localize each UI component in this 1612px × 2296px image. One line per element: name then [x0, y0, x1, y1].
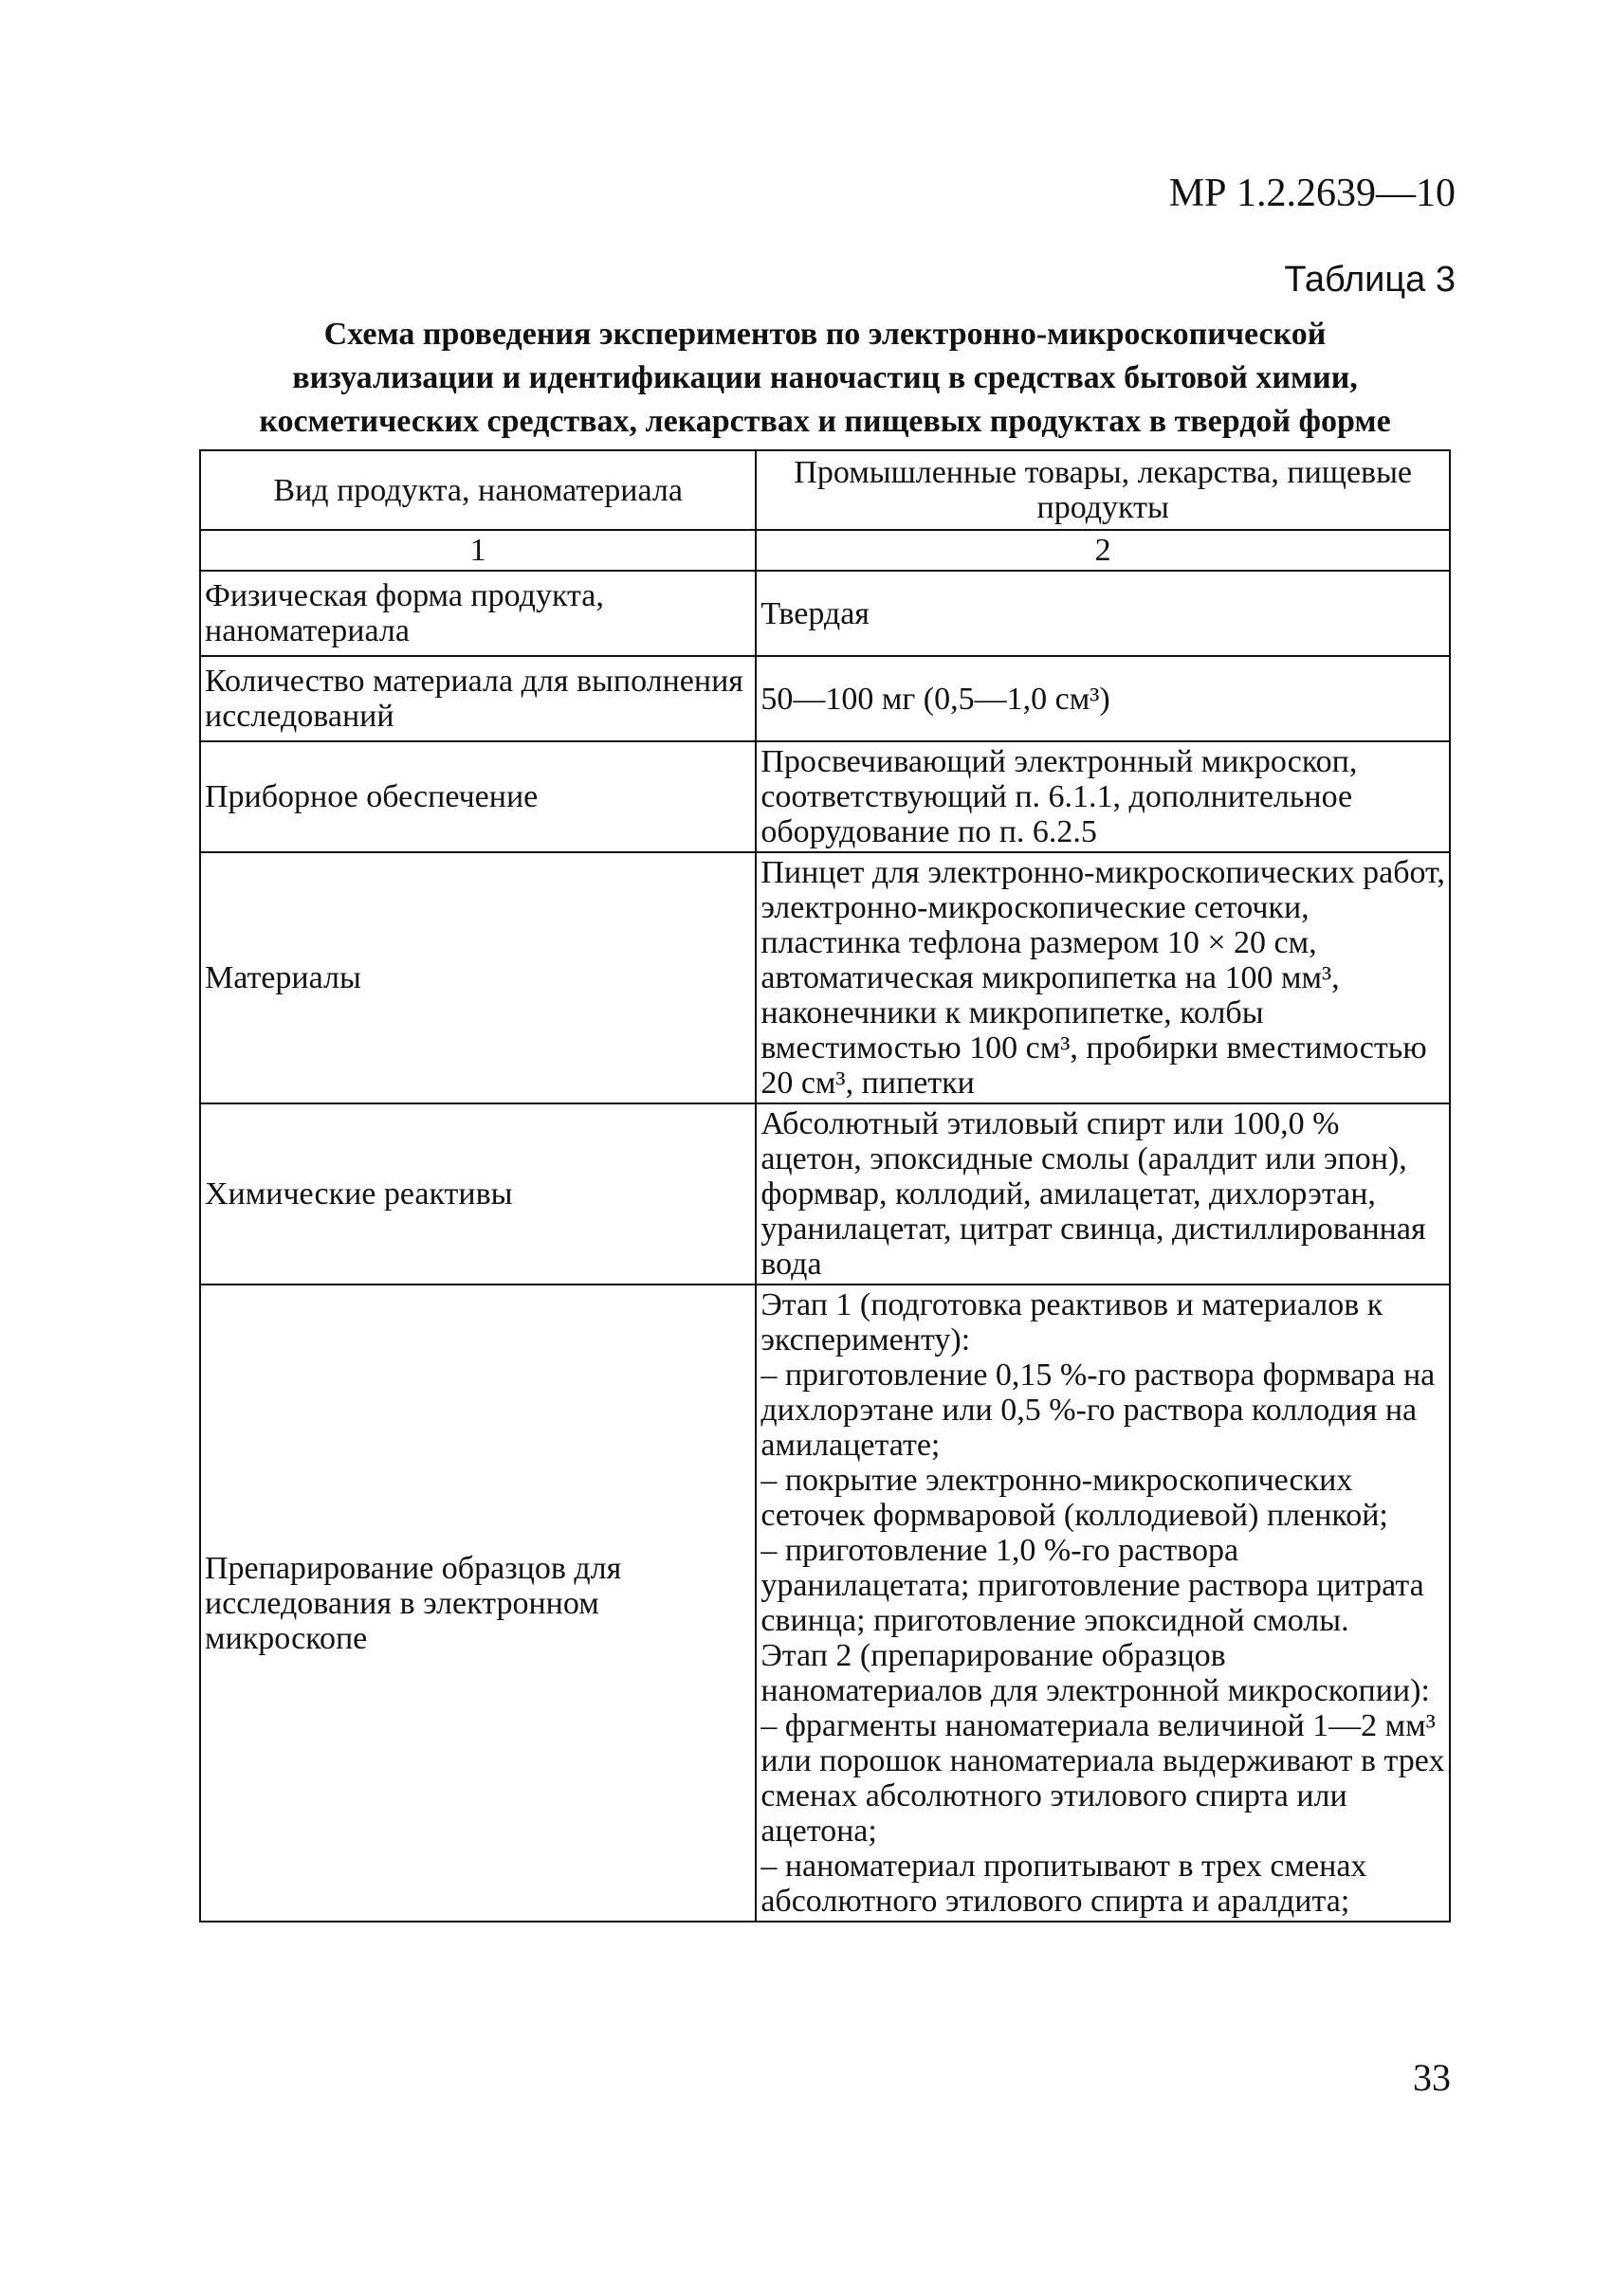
row-value-line: Абсолютный этиловый спирт или 100,0 % ацетон, эпоксидные смолы (аралдит или эпон), формвар, коллодий, амилацетат, дихлорэтан, уранилацетат, цитрат свинца, дистиллированная вода — [760, 1106, 1426, 1282]
column-number: 2 — [756, 530, 1450, 571]
row-value-line: Пинцет для электронно-микроскопических работ, электронно-микроскопические сеточки, пластинка тефлона размером 10 × 20 см, автоматическая микропипетка на 100 мм³, наконечники к микропипетке, колбы вместимостью 100 см³, пробирки вместимостью 20 см³, пипетки — [760, 855, 1445, 1101]
row-label: Физическая форма продукта, наноматериала — [200, 571, 756, 656]
row-value-line: – покрытие электронно-микроскопических сеточек формваровой (коллодиевой) пленкой; — [760, 1463, 1388, 1533]
row-label: Химические реактивы — [200, 1103, 756, 1285]
table-header-row — [200, 450, 1450, 530]
table-title-line: Схема проведения экспериментов по электронно-микроскопической — [323, 317, 1327, 352]
column-header: Промышленные товары, лекарства, пищевые продукты — [756, 450, 1450, 530]
table-row — [200, 852, 1450, 1103]
row-value — [756, 1103, 1450, 1285]
table-row — [200, 656, 1450, 741]
column-number: 1 — [200, 530, 756, 571]
row-value-line: – наноматериал пропитывают в трех сменах абсолютного этилового спирта и аралдита; — [760, 1849, 1367, 1919]
table-number: Таблица 3 — [1284, 260, 1456, 300]
row-value-line: 50—100 мг (0,5—1,0 см³) — [760, 681, 1110, 717]
row-value-line: – приготовление 0,15 %-го раствора формвара на дихлорэтане или 0,5 %-го раствора коллодия на амилацетате; — [760, 1358, 1436, 1463]
page-number: 33 — [1413, 2056, 1451, 2099]
row-label: Приборное обеспечение — [200, 741, 756, 852]
row-value — [756, 1285, 1450, 1922]
row-value-line: Этап 2 (препарирование образцов наноматериалов для электронной микроскопии): — [760, 1638, 1430, 1708]
row-value-line: – приготовление 1,0 %-го раствора уранилацетата; приготовление раствора цитрата свинца; приготовление эпоксидной смолы. — [760, 1533, 1424, 1638]
row-label: Количество материала для выполнения исследований — [200, 656, 756, 741]
row-value-line: Просвечивающий электронный микроскоп, соответствующий п. 6.1.1, дополнительное оборудование по п. 6.2.5 — [760, 744, 1358, 849]
table-title-line: косметических средствах, лекарствах и пищевых продуктах в твердой форме — [259, 404, 1391, 439]
row-label: Препарирование образцов для исследования в электронном микроскопе — [200, 1285, 756, 1922]
table-title — [194, 313, 1456, 444]
data-table — [199, 449, 1451, 1922]
row-value — [756, 741, 1450, 852]
row-value — [756, 852, 1450, 1103]
document-code: МР 1.2.2639—10 — [1168, 172, 1456, 215]
row-label: Материалы — [200, 852, 756, 1103]
row-value-line: Твердая — [760, 595, 870, 631]
table-row — [200, 571, 1450, 656]
row-value — [756, 656, 1450, 741]
row-value-line: – фрагменты наноматериала величиной 1—2 мм³ или порошок наноматериала выдерживают в трех сменах абсолютного этилового спирта или ацетона; — [760, 1708, 1445, 1849]
column-header: Вид продукта, наноматериала — [200, 450, 756, 530]
table-title-line: визуализации и идентификации наночастиц в средствах бытовой химии, — [292, 360, 1358, 395]
row-value — [756, 571, 1450, 656]
table-row — [200, 1285, 1450, 1922]
column-number-row — [200, 530, 1450, 571]
table-row — [200, 741, 1450, 852]
row-value-line: Этап 1 (подготовка реактивов и материалов к эксперименту): — [760, 1287, 1383, 1358]
table-row — [200, 1103, 1450, 1285]
